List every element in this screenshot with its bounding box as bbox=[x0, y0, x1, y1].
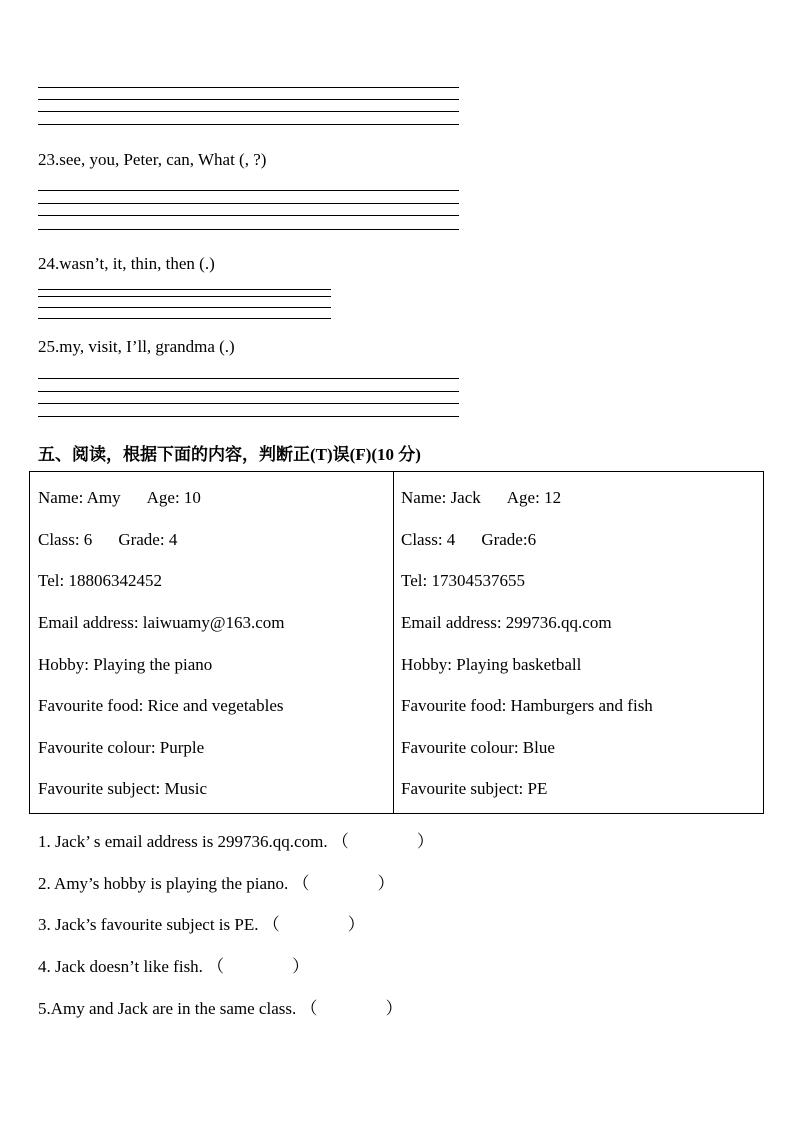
statement-1: 1. Jack’ s email address is 299736.qq.com. （ ） bbox=[38, 832, 434, 851]
question-25: 25.my, visit, I’ll, grandma (.) bbox=[38, 337, 235, 356]
jack-class-grade bbox=[401, 530, 536, 550]
jack-tel: Tel: 17304537655 bbox=[401, 571, 525, 590]
amy-age: Age: 10 bbox=[146, 488, 201, 507]
amy-class: Class: 6 bbox=[38, 530, 93, 549]
info-table bbox=[29, 471, 764, 814]
answer-line bbox=[38, 416, 459, 417]
answer-line bbox=[38, 296, 331, 297]
amy-name: Name: Amy bbox=[38, 488, 121, 507]
jack-subject: Favourite subject: PE bbox=[401, 779, 548, 798]
jack-colour: Favourite colour: Blue bbox=[401, 738, 555, 757]
amy-class-grade bbox=[38, 530, 177, 550]
answer-line bbox=[38, 87, 459, 88]
amy-email: Email address: laiwuamy@163.com bbox=[38, 613, 285, 632]
answer-line bbox=[38, 99, 459, 100]
answer-line bbox=[38, 190, 459, 191]
jack-class: Class: 4 bbox=[401, 530, 456, 549]
answer-line bbox=[38, 124, 459, 125]
section-heading: 五、阅读，根据下面的内容，判断正(T)误(F)(10 分) bbox=[38, 445, 421, 464]
answer-line bbox=[38, 318, 331, 319]
jack-name-age bbox=[401, 488, 561, 508]
answer-line bbox=[38, 215, 459, 216]
question-23: 23.see, you, Peter, can, What (, ?) bbox=[38, 150, 267, 169]
amy-hobby: Hobby: Playing the piano bbox=[38, 655, 213, 674]
answer-line bbox=[38, 203, 459, 204]
jack-food: Favourite food: Hamburgers and fish bbox=[401, 696, 653, 715]
jack-age: Age: 12 bbox=[506, 488, 562, 507]
jack-grade: Grade:6 bbox=[481, 530, 537, 549]
amy-colour: Favourite colour: Purple bbox=[38, 738, 205, 757]
jack-name: Name: Jack bbox=[401, 488, 481, 507]
statement-4: 4. Jack doesn’t like fish. （ ） bbox=[38, 957, 310, 976]
answer-line bbox=[38, 307, 331, 308]
jack-email: Email address: 299736.qq.com bbox=[401, 613, 612, 632]
amy-food: Favourite food: Rice and vegetables bbox=[38, 696, 284, 715]
amy-subject: Favourite subject: Music bbox=[38, 779, 208, 798]
question-24: 24.wasn’t, it, thin, then (.) bbox=[38, 254, 215, 273]
statement-2: 2. Amy’s hobby is playing the piano. （ ） bbox=[38, 874, 395, 893]
jack-hobby: Hobby: Playing basketball bbox=[401, 655, 582, 674]
statement-5: 5.Amy and Jack are in the same class. （ ） bbox=[38, 999, 403, 1018]
answer-line bbox=[38, 289, 331, 290]
amy-grade: Grade: 4 bbox=[118, 530, 178, 549]
amy-name-age bbox=[38, 488, 201, 508]
statement-3: 3. Jack’s favourite subject is PE. （ ） bbox=[38, 915, 365, 934]
amy-tel: Tel: 18806342452 bbox=[38, 571, 162, 590]
answer-line bbox=[38, 391, 459, 392]
answer-line bbox=[38, 229, 459, 230]
answer-line bbox=[38, 378, 459, 379]
answer-line bbox=[38, 111, 459, 112]
answer-line bbox=[38, 403, 459, 404]
table-divider bbox=[393, 471, 394, 814]
